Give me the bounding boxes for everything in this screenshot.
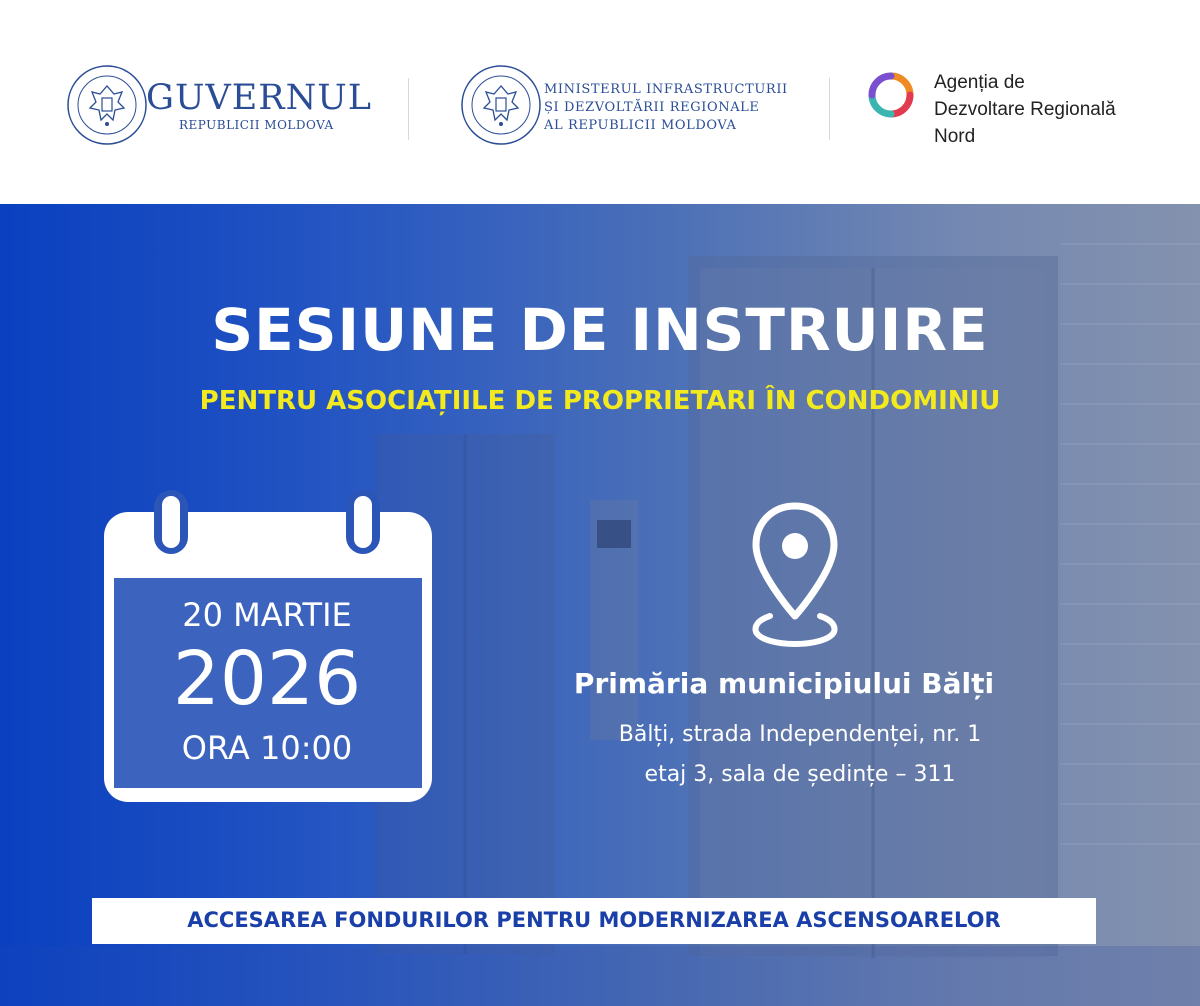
header-logos <box>0 0 1200 204</box>
agency-name-line-2: Dezvoltare Regională <box>934 99 1116 120</box>
event-title: SESIUNE DE INSTRUIRE <box>211 296 989 364</box>
topic-banner <box>92 898 1096 944</box>
ministry-name-line-3: AL REPUBLICII MOLDOVA <box>544 118 737 133</box>
location-pin-icon <box>748 500 842 648</box>
venue-name: Primăria municipiului Bălți <box>573 667 995 700</box>
event-date-year: 2026 <box>172 636 362 722</box>
agency-name-line-1: Agenția de <box>934 72 1025 93</box>
topic-banner-text: ACCESAREA FONDURILOR PENTRU MODERNIZAREA ASCENSOARELOR <box>187 908 1001 932</box>
agency-name-line-3: Nord <box>934 126 976 147</box>
ministry-name-line-1: MINISTERUL INFRASTRUCTURII <box>544 82 788 97</box>
divider <box>829 78 830 140</box>
event-subtitle: PENTRU ASOCIAȚIILE DE PROPRIETARI ÎN CONDOMINIU <box>199 386 1001 416</box>
hero-section <box>0 204 1200 1006</box>
coat-of-arms-icon <box>66 64 148 146</box>
ministry-name-line-2: ȘI DEZVOLTĂRII REGIONALE <box>544 100 760 115</box>
event-time: ORA 10:00 <box>181 729 353 767</box>
venue-address-line-2: etaj 3, sala de ședințe – 311 <box>644 762 956 787</box>
venue-address-line-1: Bălți, strada Independenței, nr. 1 <box>618 722 982 747</box>
coat-of-arms-icon <box>460 64 542 146</box>
government-subtitle: REPUBLICII MOLDOVA <box>179 118 334 132</box>
divider <box>408 78 409 140</box>
government-name: GUVERNUL <box>146 78 372 118</box>
adr-nord-logo-icon <box>866 70 916 120</box>
event-date-day: 20 MARTIE <box>182 596 352 634</box>
